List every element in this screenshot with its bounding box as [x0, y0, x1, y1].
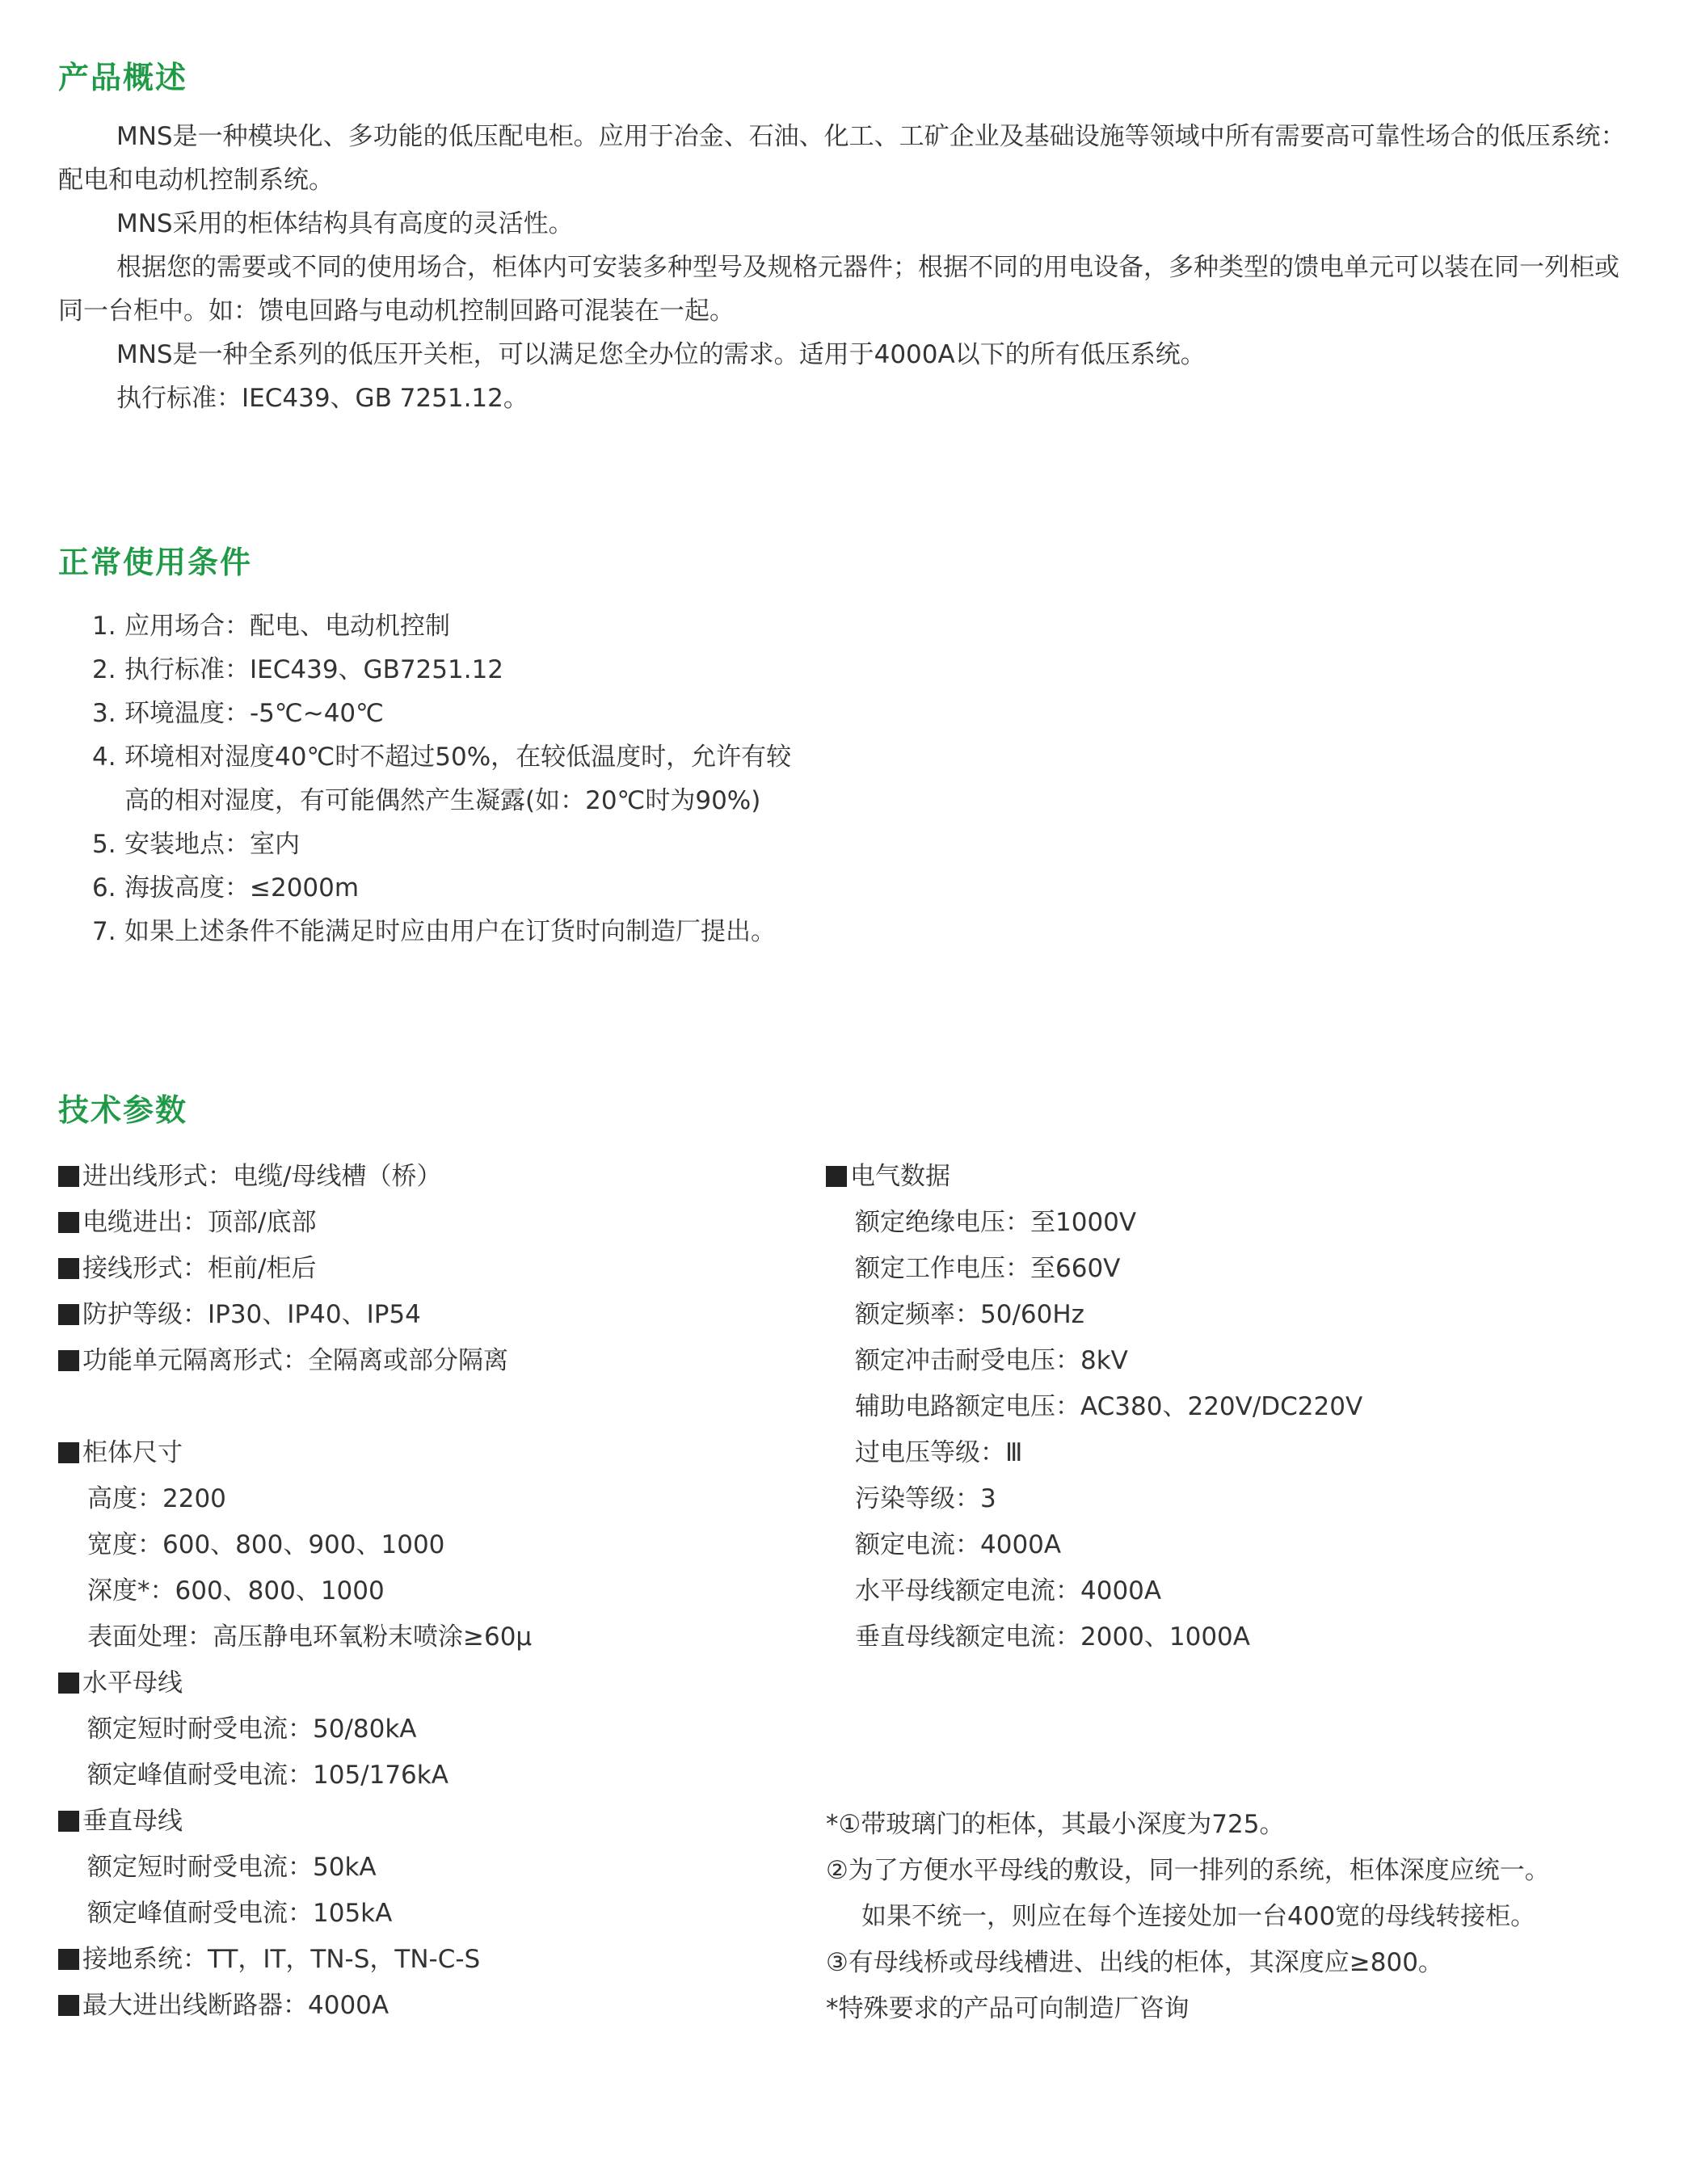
square-bullet-icon	[58, 1166, 79, 1187]
spec-item: 额定短时耐受电流：50kA	[87, 1853, 377, 1882]
note-item: 如果不统一，则应在每个连接处加一台400宽的母线转接柜。	[861, 1902, 1536, 1931]
spec-item: 额定电流：4000A	[855, 1530, 1062, 1559]
list-item: 5. 安装地点：室内	[92, 830, 300, 859]
spec-group-heading: 水平母线	[58, 1660, 785, 1706]
overview-paragraph-1: MNS是一种模块化、多功能的低压配电柜。应用于冶金、石油、化工、工矿企业及基础设施等领域中所有需要高可靠性场合的低压系统：配电和电动机控制系统。	[58, 122, 1626, 195]
square-bullet-icon	[58, 1673, 79, 1694]
spec-group-heading: 电气数据	[826, 1154, 1666, 1200]
overview-paragraph-3: 根据您的需要或不同的使用场合，柜体内可安装多种型号及规格元器件；根据不同的用电设备，多种类型的馈电单元可以装在同一列柜或同一台柜中。如：馈电回路与电动机控制回路可混装在一起。	[58, 253, 1619, 326]
spec-item: 进出线形式：电缆/母线槽（桥）	[58, 1154, 785, 1200]
spec-item: 接地系统：TT，IT，TN-S，TN-C-S	[58, 1937, 785, 1983]
square-bullet-icon	[58, 1442, 79, 1463]
square-bullet-icon	[826, 1166, 847, 1187]
specs-right-column	[826, 1154, 1666, 1660]
spec-group-heading: 垂直母线	[58, 1799, 785, 1845]
section-title-specs: 技术参数	[58, 1092, 188, 1128]
note-item: *特殊要求的产品可向制造厂咨询	[826, 1994, 1190, 2023]
spec-item: 额定工作电压：至660V	[855, 1254, 1121, 1283]
overview-paragraph-4: MNS是一种全系列的低压开关柜，可以满足您全办位的需求。适用于4000A以下的所有低压系统。	[116, 340, 1206, 369]
spec-item: 高度：2200	[87, 1484, 226, 1513]
spec-group-heading: 柜体尺寸	[58, 1430, 785, 1476]
spec-item: 污染等级：3	[855, 1484, 996, 1513]
spec-item: 额定短时耐受电流：50/80kA	[87, 1715, 417, 1744]
square-bullet-icon	[58, 1949, 79, 1970]
spec-item: 额定峰值耐受电流：105kA	[87, 1899, 393, 1928]
square-bullet-icon	[58, 1212, 79, 1233]
specs-left-column	[58, 1154, 785, 2029]
square-bullet-icon	[58, 1304, 79, 1325]
spec-item: 最大进出线断路器：4000A	[58, 1983, 785, 2029]
note-item: ②为了方便水平母线的敷设，同一排列的系统，柜体深度应统一。	[826, 1856, 1550, 1885]
square-bullet-icon	[58, 1350, 79, 1371]
section-title-overview: 产品概述	[58, 60, 188, 95]
list-item: 6. 海拔高度：≤2000m	[92, 873, 360, 903]
spec-item: 功能单元隔离形式：全隔离或部分隔离	[58, 1338, 785, 1384]
spec-item: 垂直母线额定电流：2000、1000A	[855, 1622, 1250, 1652]
spec-item: 电缆进出：顶部/底部	[58, 1200, 785, 1246]
overview-paragraph-5: 执行标准：IEC439、GB 7251.12。	[116, 384, 528, 413]
spec-item: 接线形式：柜前/柜后	[58, 1246, 785, 1292]
note-item: *①带玻璃门的柜体，其最小深度为725。	[826, 1810, 1285, 1839]
note-item: ③有母线桥或母线槽进、出线的柜体，其深度应≥800。	[826, 1948, 1443, 1977]
list-item: 1. 应用场合：配电、电动机控制	[92, 612, 450, 641]
spec-item: 额定绝缘电压：至1000V	[855, 1208, 1137, 1237]
spec-item: 过电压等级：Ⅲ	[855, 1438, 1023, 1467]
spec-item: 额定冲击耐受电压：8kV	[855, 1346, 1128, 1375]
spec-item: 额定峰值耐受电流：105/176kA	[87, 1761, 448, 1790]
spec-item: 额定频率：50/60Hz	[855, 1300, 1084, 1329]
spec-notes	[826, 1802, 1682, 2032]
spec-item: 水平母线额定电流：4000A	[855, 1576, 1162, 1605]
spec-item: 宽度：600、800、900、1000	[87, 1530, 445, 1559]
square-bullet-icon	[58, 1811, 79, 1832]
spec-item: 防护等级：IP30、IP40、IP54	[58, 1292, 785, 1338]
square-bullet-icon	[58, 1258, 79, 1279]
list-item: 4. 环境相对湿度40℃时不超过50%，在较低温度时，允许有较 高的相对湿度，有可能偶然产生凝露(如：20℃时为90%)	[92, 743, 792, 815]
spec-item: 深度*：600、800、1000	[87, 1576, 385, 1605]
spec-item: 表面处理：高压静电环氧粉末喷涂≥60μ	[87, 1622, 533, 1652]
conditions-list	[92, 604, 900, 953]
section-title-conditions: 正常使用条件	[58, 545, 253, 580]
list-item: 7. 如果上述条件不能满足时应由用户在订货时向制造厂提出。	[92, 917, 776, 946]
overview-paragraph-2: MNS采用的柜体结构具有高度的灵活性。	[116, 209, 574, 238]
square-bullet-icon	[58, 1995, 79, 2016]
list-item: 3. 环境温度：-5℃~40℃	[92, 699, 384, 728]
spec-item: 辅助电路额定电压：AC380、220V/DC220V	[855, 1392, 1363, 1421]
list-item: 2. 执行标准：IEC439、GB7251.12	[92, 655, 504, 684]
